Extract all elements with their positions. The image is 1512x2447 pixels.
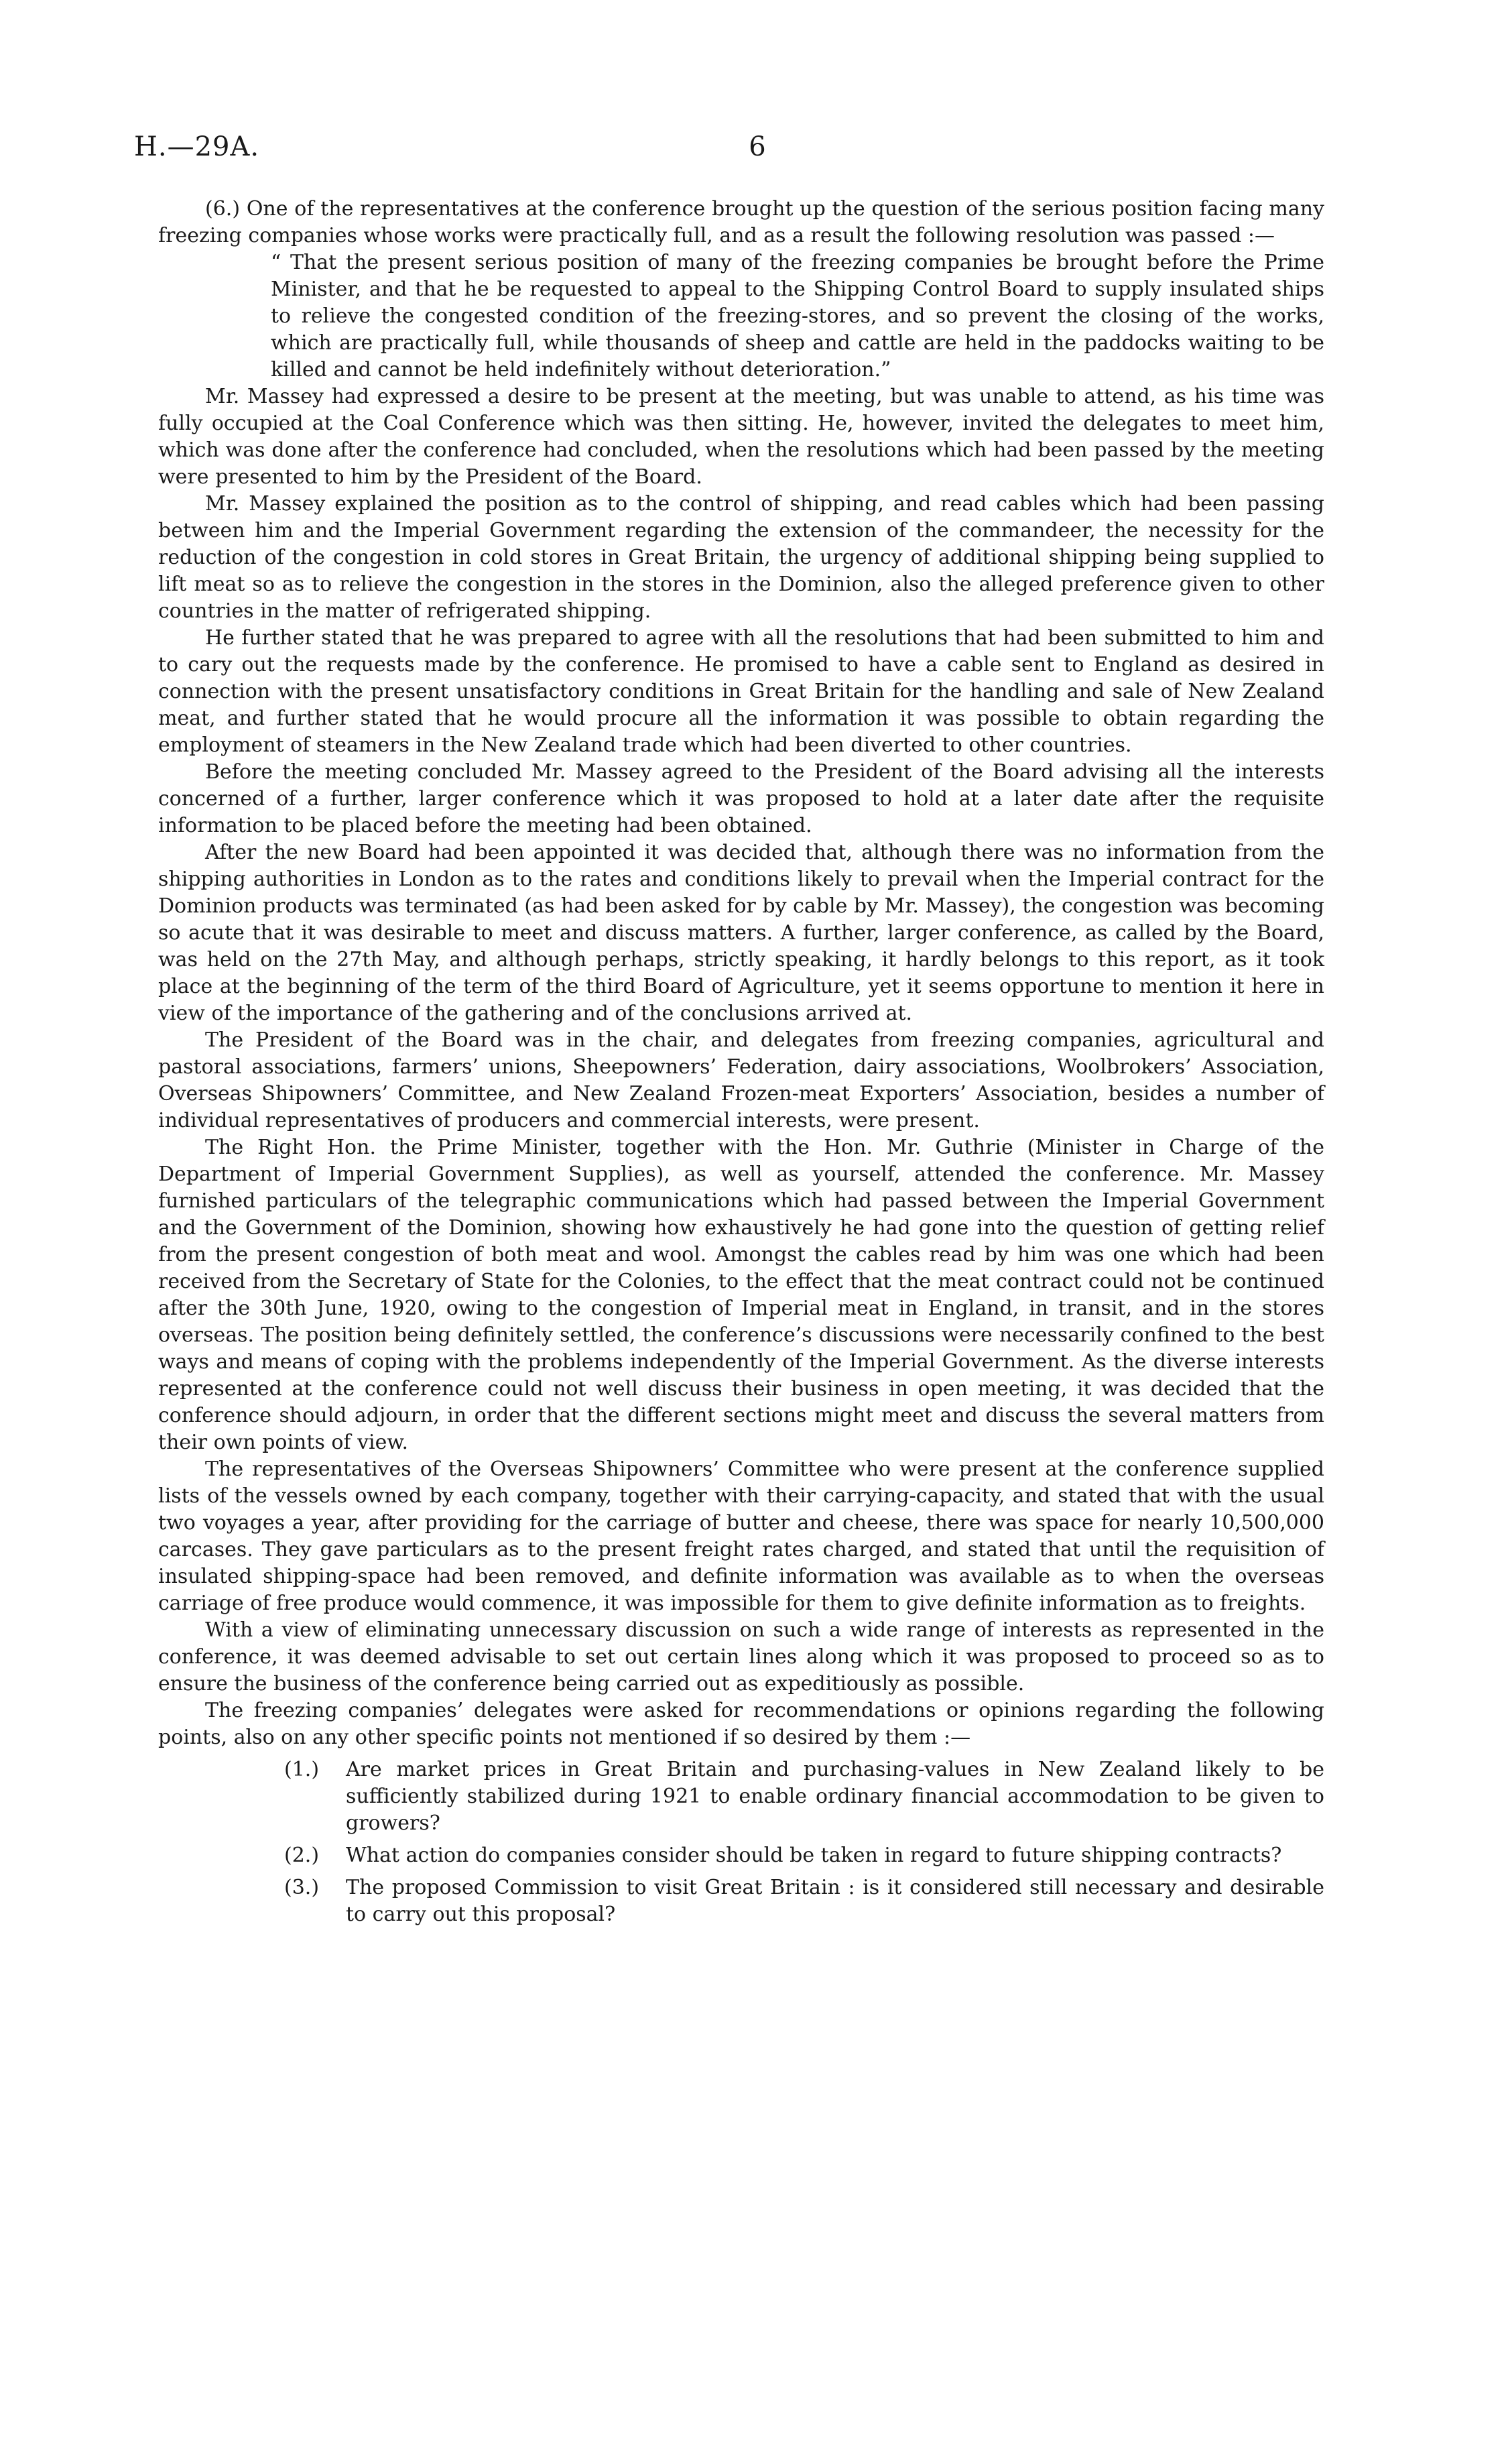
list-item-number: (2.) [284,1844,320,1867]
list-item-text: Are market prices in Great Britain and purchasing-values in New Zealand likely to be sufficiently stabilized during 1921 to enable ordinary financial accommodation to be given to growers? [346,1758,1324,1835]
paragraph-recommendations: The freezing companies’ delegates were asked for recommendations or opinions regarding the following points, also on any other specific points not mentioned if so desired by them :— [158,1699,1324,1749]
paragraph-resolution-intro: (6.) One of the representatives at the conference brought up the question of the serious position facing many freezing companies whose works were practically full, and as a result the following resolution was passed :— [158,197,1324,247]
paragraph-massey-invitation: Mr. Massey had expressed a desire to be present at the meeting, but was unable to attend, as his time was fully occupied at the Coal Conference which was then sitting. He, however, invited the delegates to meet him, which was done after the conference had concluded, when the resolutions which had been passed by the meeting were presented to him by the President of the Board. [158,385,1324,489]
paragraph-eliminating-discussion: With a view of eliminating unnecessary discussion on such a wide range of interests as represented in the conference, it was deemed advisable to set out certain lines along which it was proposed to proceed so as to ensure the business of the conference being carried out as expeditiously as possible. [158,1618,1324,1695]
document-reference: H.—29A. [134,131,260,162]
list-item-number: (1.) [284,1758,320,1781]
paragraph-further-conference: Before the meeting concluded Mr. Massey agreed to the President of the Board advising all the interests concerned of a further, larger conference which it was proposed to hold at a later date after the requisite information to be placed before the meeting had been obtained. [158,760,1324,837]
paragraph-new-board: After the new Board had been appointed it was decided that, although there was no information from the shipping authorities in London as to the rates and conditions likely to prevail when the Imperial contract for the Dominion products was terminated (as had been asked for by cable by Mr. Massey), the congestion was becoming so acute that it was desirable to meet and discuss matters. A further, larger conference, as called by the Board, was held on the 27th May, and although perhaps, strictly speaking, it hardly belongs to this report, as it took place at the beginning of the term of the third Board of Agriculture, yet it seems opportune to mention it here in view of the importance of the gathering and of the conclusions arrived at. [158,841,1324,1025]
list-item-text: What action do companies consider should be taken in regard to future shipping contracts? [346,1844,1282,1867]
paragraph-shipowners: The representatives of the Overseas Shipowners’ Committee who were present at the conference supplied lists of the vessels owned by each company, together with their carrying-capacity, and stated that with the usual two voyages a year, after providing for the carriage of butter and cheese, there was space for nearly 10,500,000 carcases. They gave particulars as to the present freight rates charged, and stated that until the requisition of insulated shipping-space had been removed, and definite information was available as to when the overseas carriage of free produce would commence, it was impossible for them to give definite information as to freights. [158,1457,1324,1615]
paragraph-resolutions-agreed: He further stated that he was prepared to agree with all the resolutions that had been submitted to him and to cary out the requests made by the conference. He promised to have a cable sent to England as desired in connection with the present unsatisfactory conditions in Great Britain for the handling and sale of New Zealand meat, and further stated that he would procure all the information it was possible to obtain regarding the employment of steamers in the New Zealand trade which had been diverted to other countries. [158,626,1324,757]
body-text [158,196,1324,1933]
page-number: 6 [749,131,766,162]
paragraph-delegates: The President of the Board was in the chair, and delegates from freezing companies, agricultural and pastoral associations, farmers’ unions, Sheepowners’ Federation, dairy associations, Woolbrokers’ Association, Overseas Shipowners’ Committee, and New Zealand Frozen-meat Exporters’ Association, besides a number of individual representatives of producers and commercial interests, were present. [158,1028,1324,1132]
question-list [158,1756,1324,1928]
paragraph-prime-minister: The Right Hon. the Prime Minister, together with the Hon. Mr. Guthrie (Minister in Charge of the Department of Imperial Government Supplies), as well as yourself, attended the conference. Mr. Massey furnished particulars of the telegraphic communications which had passed between the Imperial Government and the Government of the Dominion, showing how exhaustively he had gone into the question of getting relief from the present congestion of both meat and wool. Amongst the cables read by him was one which had been received from the Secretary of State for the Colonies, to the effect that the meat contract could not be continued after the 30th June, 1920, owing to the congestion of Imperial meat in England, in transit, and in the stores overseas. The position being definitely settled, the conference’s discussions were necessarily confined to the best ways and means of coping with the problems independently of the Imperial Government. As the diverse interests represented at the conference could not well discuss their business in open meeting, it was decided that the conference should adjourn, in order that the different sections might meet and discuss the several matters from their own points of view. [158,1136,1324,1454]
list-item [284,1874,1324,1928]
page-header [134,131,1381,172]
list-item [284,1756,1324,1837]
paragraph-shipping-control: Mr. Massey explained the position as to the control of shipping, and read cables which had been passing between him and the Imperial Government regarding the extension of the commandeer, the necessity for the reduction of the congestion in cold stores in Great Britain, the urgency of additional shipping being supplied to lift meat so as to relieve the congestion in the stores in the Dominion, also the alleged preference given to other countries in the matter of refrigerated shipping. [158,492,1324,623]
list-item [284,1842,1324,1869]
list-item-text: The proposed Commission to visit Great Britain : is it considered still necessary and desirable to carry out this proposal? [346,1876,1324,1926]
list-item-number: (3.) [284,1876,320,1899]
resolution-quote: “ That the present serious position of many of the freezing companies be brought before the Prime Minister, and that he be requested to appeal to the Shipping Control Board to supply insulated ships to relieve the congested condition of the freezing-stores, and so prevent the closing of the works, which are practically full, while thousands of sheep and cattle are held in the paddocks waiting to be killed and cannot be held indefinitely without deterioration.” [271,251,1324,381]
